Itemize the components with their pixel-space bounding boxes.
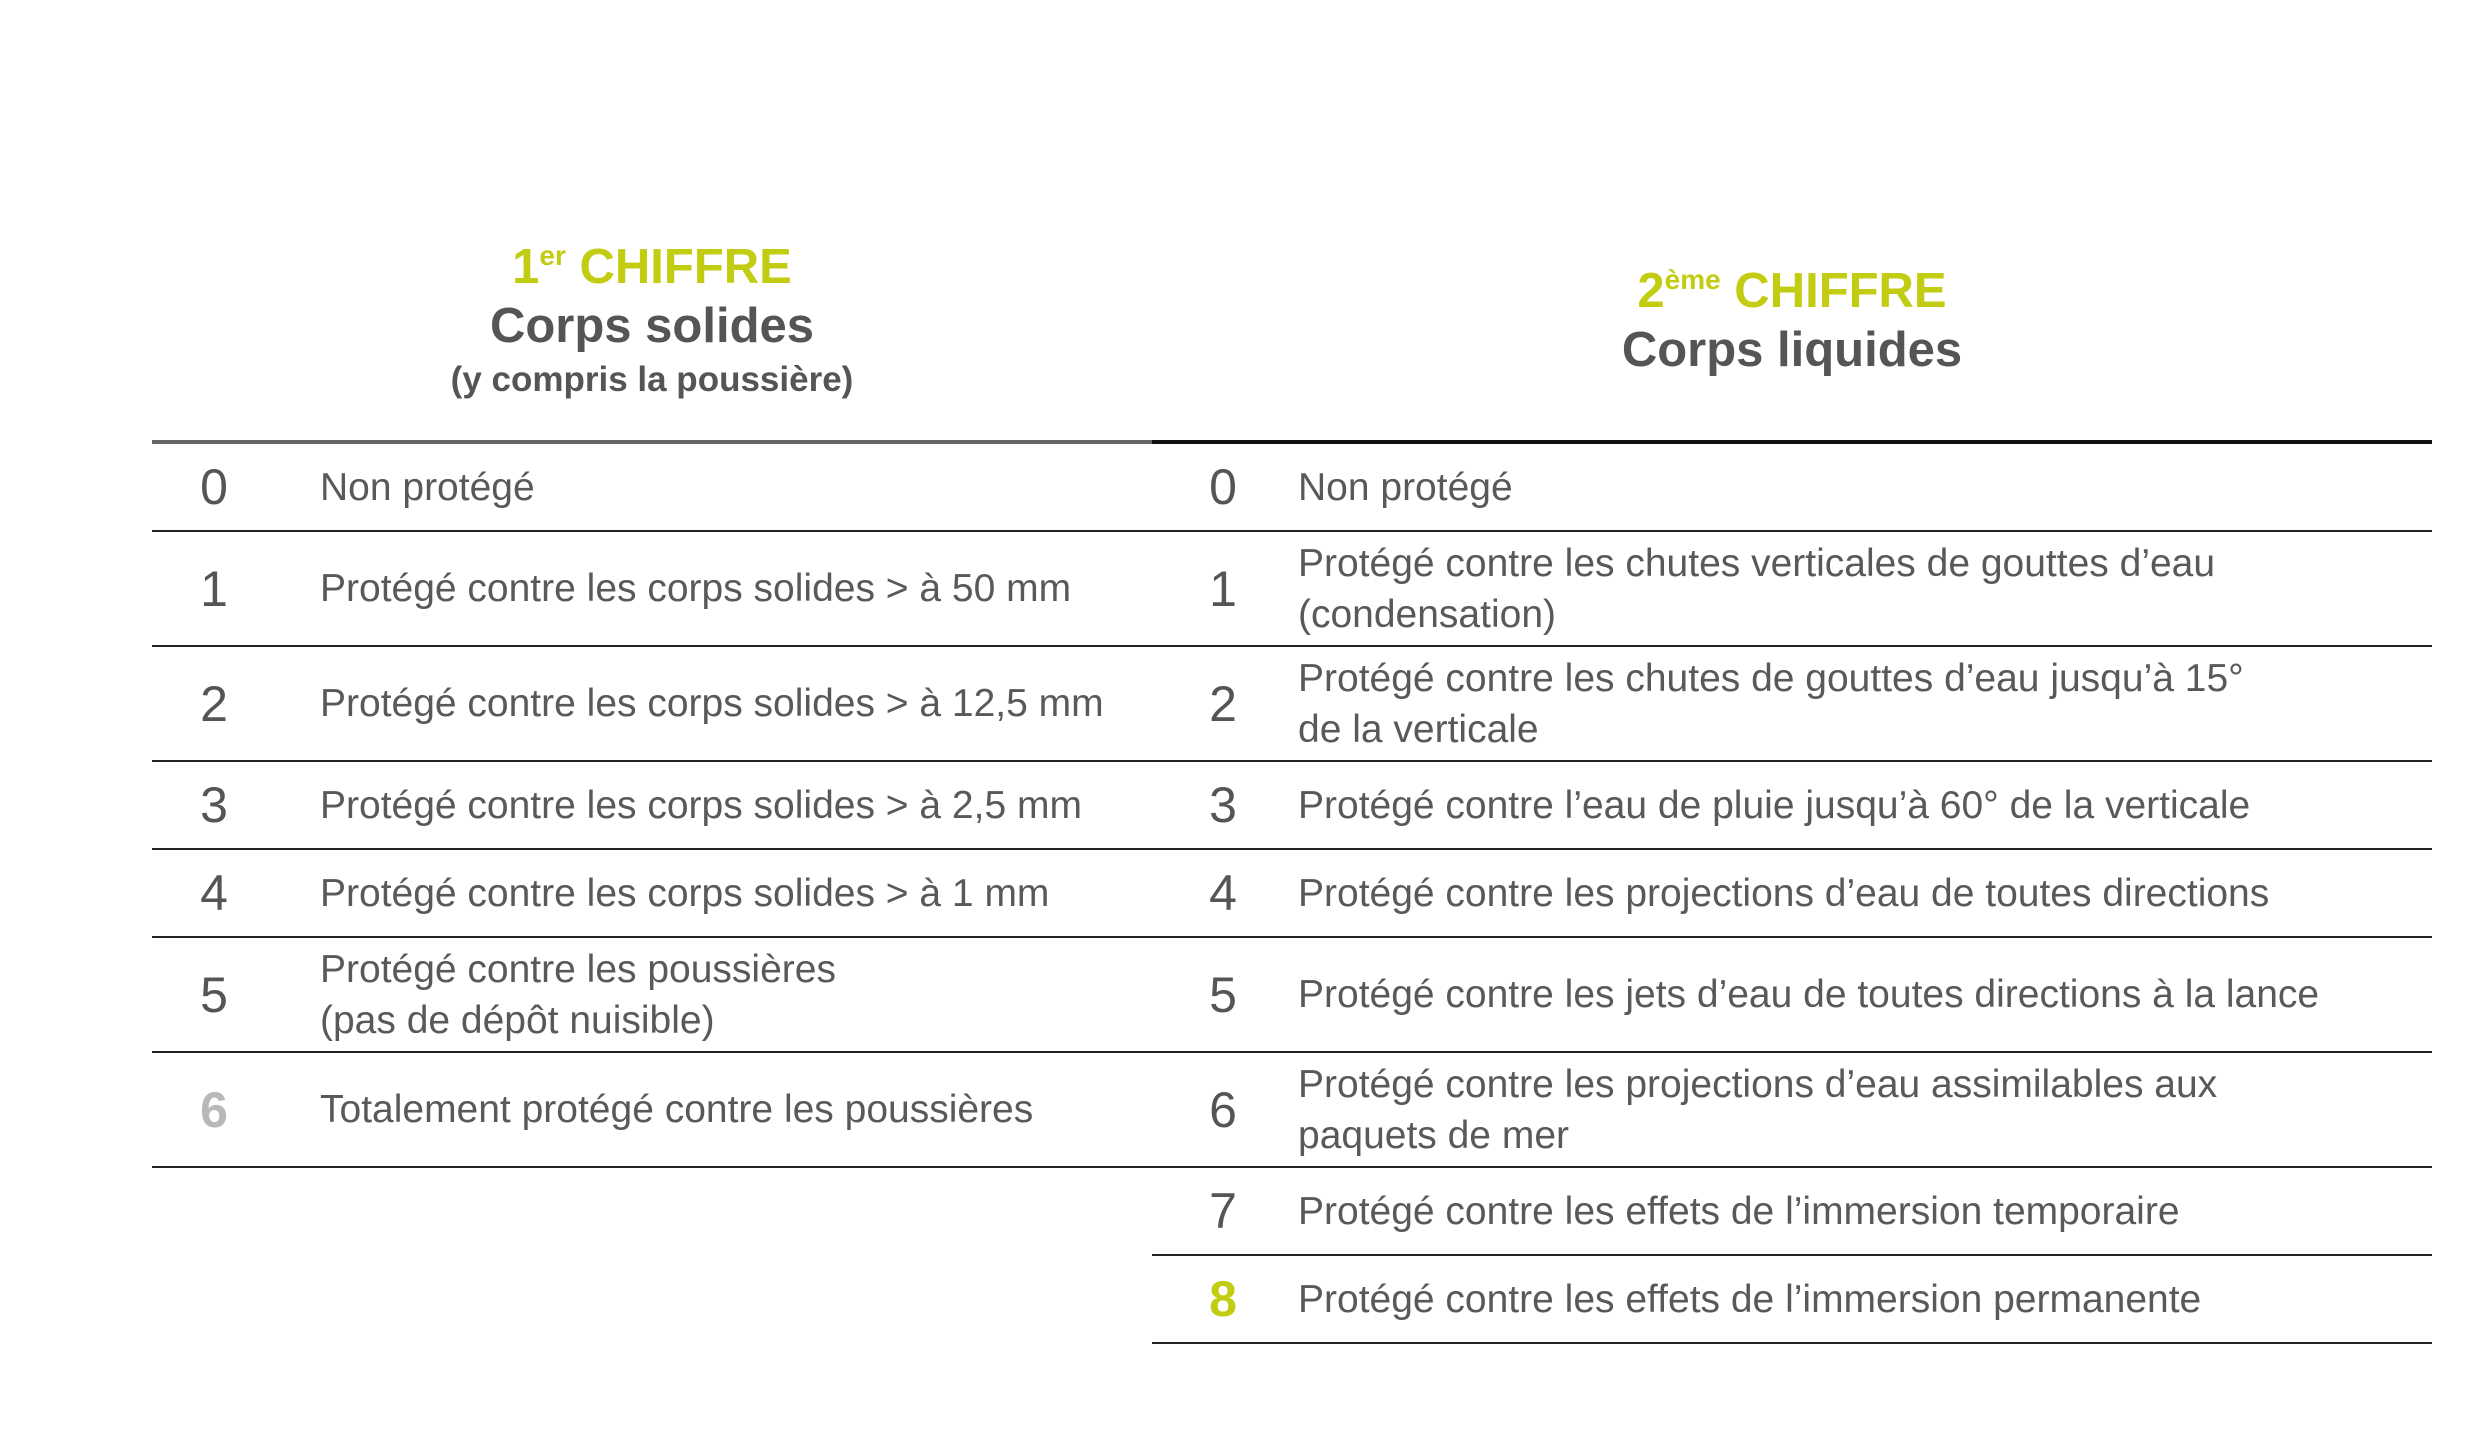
first-digit-note: (y compris la poussière) xyxy=(450,360,854,399)
liquids-table xyxy=(1152,440,2432,1344)
row-description: Protégé contre les chutes verticales de gouttes d’eau (condensation) xyxy=(1298,541,2216,636)
table-row xyxy=(1152,1053,2432,1168)
first-digit-subtitle: Corps solides xyxy=(489,299,815,353)
row-number: 2 xyxy=(200,675,228,732)
row-description: Protégé contre les corps solides > à 1 mm xyxy=(320,871,1050,915)
table-row xyxy=(1152,850,2432,938)
row-description: Protégé contre les corps solides > à 50 mm xyxy=(320,567,1072,610)
table-row xyxy=(152,1053,1152,1168)
row-number: 5 xyxy=(200,966,228,1023)
row-number: 5 xyxy=(1209,966,1237,1023)
row-number: 1 xyxy=(200,560,228,617)
second-digit-heading xyxy=(1152,262,2432,380)
row-description: Non protégé xyxy=(1298,465,1513,509)
first-digit-title: 1er CHIFFRE xyxy=(512,240,792,294)
row-number: 7 xyxy=(1209,1183,1237,1239)
row-number: 6 xyxy=(1209,1081,1237,1138)
second-digit-title: 2ème CHIFFRE xyxy=(1637,264,1947,318)
first-digit-heading xyxy=(152,238,1152,404)
row-number: 3 xyxy=(1209,777,1237,833)
row-number: 0 xyxy=(200,459,228,515)
row-description: Protégé contre les corps solides > à 12,5 mm xyxy=(320,682,1104,725)
row-number-highlight: 6 xyxy=(200,1081,228,1138)
table-row xyxy=(1152,1256,2432,1344)
row-number: 1 xyxy=(1209,560,1237,617)
second-digit-subtitle: Corps liquides xyxy=(1621,323,1963,377)
table-row xyxy=(152,938,1152,1053)
table-row xyxy=(1152,762,2432,850)
table-row xyxy=(1152,532,2432,647)
row-description: Protégé contre les projections d’eau de toutes directions xyxy=(1298,871,2270,915)
table-row xyxy=(1152,647,2432,762)
table-row xyxy=(1152,938,2432,1053)
table-row xyxy=(152,647,1152,762)
row-description: Totalement protégé contre les poussières xyxy=(320,1088,1034,1131)
row-number: 2 xyxy=(1209,675,1237,732)
table-row xyxy=(152,762,1152,850)
solids-table xyxy=(152,440,1152,1168)
row-description: Protégé contre les projections d’eau assimilables aux paquets de mer xyxy=(1298,1062,2218,1157)
table-row xyxy=(152,444,1152,532)
row-description: Protégé contre l’eau de pluie jusqu’à 60° de la verticale xyxy=(1298,783,2251,827)
row-description: Non protégé xyxy=(320,465,535,509)
row-description: Protégé contre les chutes de gouttes d’eau jusqu’à 15° de la verticale xyxy=(1298,656,2244,751)
row-description: Protégé contre les poussières (pas de dépôt nuisible) xyxy=(320,947,836,1042)
table-row xyxy=(152,532,1152,647)
row-description: Protégé contre les effets de l’immersion temporaire xyxy=(1298,1189,2180,1233)
row-number: 4 xyxy=(1209,865,1237,921)
row-number: 4 xyxy=(200,865,228,921)
table-row xyxy=(1152,444,2432,532)
row-description: Protégé contre les corps solides > à 2,5 mm xyxy=(320,783,1082,827)
table-row xyxy=(152,850,1152,938)
table-row xyxy=(1152,1168,2432,1256)
row-description: Protégé contre les jets d’eau de toutes directions à la lance xyxy=(1298,973,2320,1016)
row-number: 3 xyxy=(200,777,228,833)
row-number: 0 xyxy=(1209,459,1237,515)
row-number-highlight: 8 xyxy=(1209,1271,1237,1327)
row-description: Protégé contre les effets de l’immersion permanente xyxy=(1298,1277,2202,1321)
